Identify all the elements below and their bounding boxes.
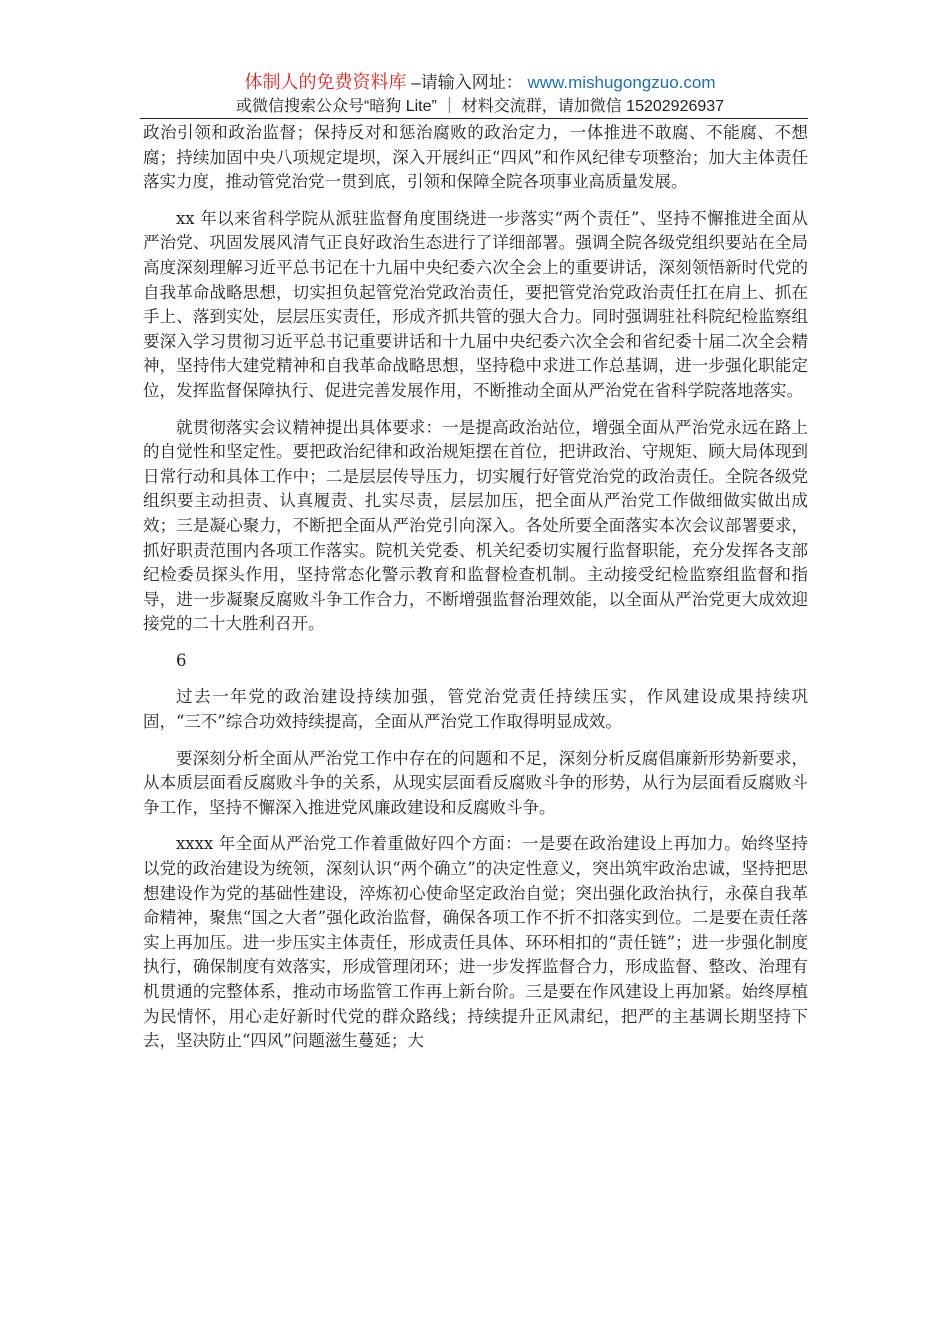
document-body (143, 121, 808, 1066)
header-line-2: 或微信搜索公众号“暗狗 Lite” ｜ 材料交流群，请加微信 15202926937 (235, 98, 725, 115)
website-link[interactable]: www.mishugongzuo.com (527, 73, 716, 92)
section-number: 6 (176, 650, 187, 670)
header-divider (140, 118, 808, 119)
brand-title: 体制人的免费资料库 (244, 72, 407, 92)
paragraph: 政治引领和政治监督；保持反对和惩治腐败的政治定力，一体推进不敢腐、不能腐、不想腐；持续加固中央八项规定堤坝，深入开展纠正“四风”和作风纪律专项整治；加大主体责任落实力度，推动管党治党一贯到底，引领和保障全院各项事业高质量发展。 (143, 123, 808, 192)
paragraph: xxxx 年全面从严治党工作着重做好四个方面：一是要在政治建设上再加力。始终坚持以党的政治建设为统领，深刻认识“两个确立”的决定性意义，突出筑牢政治忠诚，坚持把思想建设作为党的基础性建设，淬炼初心使命坚定政治自觉；突出强化政治执行，永葆自我革命精神，聚焦“国之大者”强化政治监督，确保各项工作不折不扣落实到位。二是要在责任落实上再加压。进一步压实主体责任，形成责任具体、环环相扣的“责任链”；进一步强化制度执行，确保制度有效落实，形成管理闭环；进一步发挥监督合力，形成监督、整改、治理有机贯通的完整体系，推动市场监管工作再上新台阶。三是要在作风建设上再加紧。始终厚植为民情怀，用心走好新时代党的群众路线；持续提升正风肃纪，把严的主基调长期坚持下去，坚决防止“四风”问题滋生蔓延；大 (143, 834, 808, 1051)
url-prompt: –请输入网址： (411, 73, 523, 92)
page-header (140, 70, 820, 119)
paragraph: 过去一年党的政治建设持续加强，管党治党责任持续压实，作风建设成果持续巩固，“三不”综合功效持续提高，全面从严治党工作取得明显成效。 (143, 687, 808, 732)
paragraph: 要深刻分析全面从严治党工作中存在的问题和不足，深刻分析反腐倡廉新形势新要求，从本质层面看反腐败斗争的关系，从现实层面看反腐败斗争的形势，从行为层面看反腐败斗争工作，坚持不懈深入推进党风廉政建设和反腐败斗争。 (143, 748, 808, 817)
header-line-1 (140, 70, 820, 95)
paragraph: 就贯彻落实会议精神提出具体要求：一是提高政治站位，增强全面从严治党永远在路上的自觉性和坚定性。要把政治纪律和政治规矩摆在首位，把讲政治、守规矩、顾大局体现到日常行动和具体工作中；二是层层传导压力，切实履行好管党治党的政治责任。全院各级党组织要主动担责、认真履责、扎实尽责，层层加压，把全面从严治党工作做细做实做出成效；三是凝心聚力，不断把全面从严治党引向深入。各处所要全面落实本次会议部署要求，抓好职责范围内各项工作落实。院机关党委、机关纪委切实履行监督职能，充分发挥各支部纪检委员探头作用，坚持常态化警示教育和监督检查机制。主动接受纪检监察组监督和指导，进一步凝聚反腐败斗争工作合力，不断增强监督治理效能，以全面从严治党更大成效迎接党的二十大胜利召开。 (143, 417, 808, 634)
paragraph: xx 年以来省科学院从派驻监督角度围绕进一步落实“两个责任”、坚持不懈推进全面从严治党、巩固发展风清气正良好政治生态进行了详细部署。强调全院各级党组织要站在全局高度深刻理解习近平总书记在十九届中央纪委六次全会上的重要讲话，深刻领悟新时代党的自我革命战略思想，切实担负起管党治党政治责任，要把管党治党政治责任扛在肩上、抓在手上、落到实处，层层压实责任，形成齐抓共管的强大合力。同时强调驻社科院纪检监察组要深入学习贯彻习近平总书记重要讲话和十九届中央纪委六次全会和省纪委十届二次全会精神，坚持伟大建党精神和自我革命战略思想，坚持稳中求进工作总基调，进一步强化职能定位，发挥监督保障执行、促进完善发展作用，不断推动全面从严治党在省科学院落地落实。 (143, 208, 808, 400)
